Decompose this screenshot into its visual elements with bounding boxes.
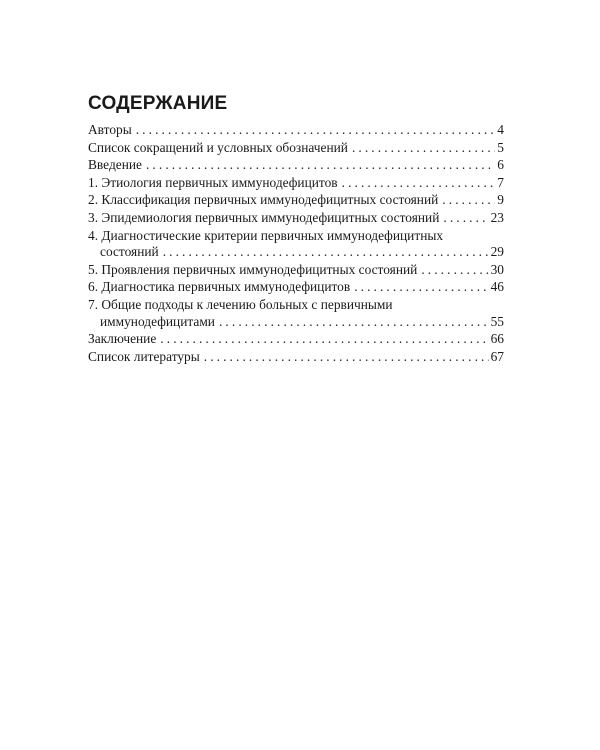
toc-entry-text: 6. Диагностика первичных иммунодефицитов [88,279,351,295]
toc-entry-text: Список сокращений и условных обозначений [88,139,348,155]
toc-entry-text: 3. Эпидемиология первичных иммунодефицитных состояний [88,209,440,225]
toc-line [88,331,504,348]
toc-line [88,244,504,261]
toc-entry-text: Введение [88,157,142,173]
dot-leader [352,140,495,157]
dot-leader [342,175,496,192]
table-of-contents [88,92,504,365]
toc-page-number: 66 [490,331,504,347]
toc-entry-text: 1. Этиология первичных иммунодефицитов [88,174,338,190]
toc-entry-text: Список литературы [88,348,200,364]
toc-entry-text: Заключение [88,331,157,347]
toc-line [88,349,504,366]
toc-line [88,210,504,227]
toc-entry-references[interactable] [88,349,504,366]
toc-line [88,175,504,192]
toc-page-number: 46 [490,279,504,295]
toc-entry-text: 2. Классификация первичных иммунодефицитных состояний [88,192,439,208]
toc-page-number: 55 [490,313,504,329]
toc-page-number: 4 [497,122,504,137]
toc-entry-chapter-7[interactable] [88,297,504,330]
dot-leader [219,314,489,331]
toc-entry-text: иммунодефицитами [100,313,215,329]
dot-leader [354,279,488,296]
toc-line [88,262,504,279]
toc-page-number: 5 [497,139,504,155]
dot-leader [443,210,488,227]
toc-entry-introduction[interactable] [88,157,504,174]
toc-entry-chapter-1[interactable] [88,175,504,192]
toc-entry-text: Авторы [88,122,132,137]
dot-leader [136,122,496,139]
toc-entry-text: 5. Проявления первичных иммунодефицитных состояний [88,261,418,277]
toc-line [88,140,504,157]
toc-page-number: 30 [490,261,504,277]
toc-title: СОДЕРЖАНИЕ [88,93,228,114]
dot-leader [204,349,489,366]
toc-entry-first-line: 7. Общие подходы к лечению больных с первичными [88,296,393,312]
toc-entry-chapter-5[interactable] [88,262,504,279]
toc-entry-chapter-6[interactable] [88,279,504,296]
toc-list [88,122,504,365]
toc-page-number: 6 [497,157,504,173]
toc-line [88,157,504,174]
toc-page-number: 67 [490,348,504,364]
toc-entry-authors[interactable] [88,122,504,139]
toc-page-number: 23 [490,209,504,225]
toc-page-number: 29 [490,244,504,260]
toc-entry-chapter-2[interactable] [88,192,504,209]
toc-entry-first-line: 4. Диагностические критерии первичных иммунодефицитных [88,227,444,243]
toc-line [88,192,504,209]
toc-line [88,279,504,296]
toc-page-number: 7 [497,174,504,190]
dot-leader [421,262,488,279]
toc-entry-conclusion[interactable] [88,331,504,348]
dot-leader [146,157,495,174]
toc-page-number: 9 [497,192,504,208]
toc-entry-text: состояний [100,244,159,260]
toc-entry-abbreviations[interactable] [88,140,504,157]
toc-line [88,314,504,331]
dot-leader [160,331,488,348]
toc-line [88,122,504,139]
toc-entry-chapter-3[interactable] [88,210,504,227]
dot-leader [442,192,495,209]
toc-entry-chapter-4[interactable] [88,228,504,261]
dot-leader [163,244,489,261]
